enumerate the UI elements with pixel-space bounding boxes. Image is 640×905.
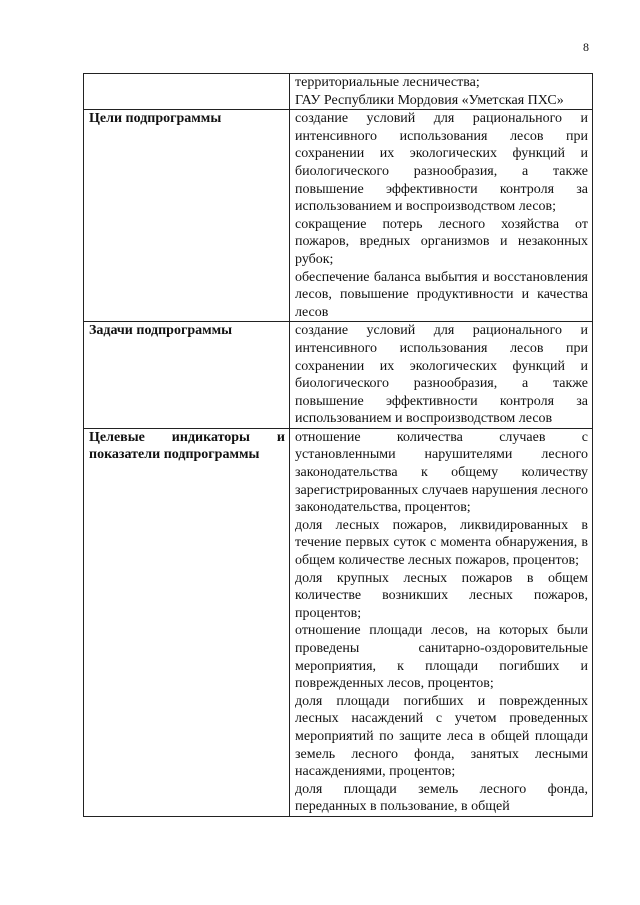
content-paragraph: доля лесных пожаров, ликвидированных в течение первых суток с момента обнаружения, в общем количестве лесных пожаров, процентов;: [295, 517, 588, 569]
content-paragraph: отношение площади лесов, на которых были проведены санитарно-оздоровительные мероприятия, к площади погибших и поврежденных лесов, процентов;: [295, 623, 588, 692]
page-number: 8: [583, 40, 589, 54]
table-row-goals: [84, 110, 593, 322]
content-paragraph: доля площади погибших и поврежденных лесных насаждений с учетом проведенных мероприятий по защите леса в общей площади земель лесного фонда, занятых лесными насаждениями, процентов;: [295, 693, 588, 780]
table-row-executors: [84, 74, 593, 110]
row-content-goals: [290, 110, 593, 322]
content-paragraph: ГАУ Республики Мордовия «Уметская ПХС»: [295, 92, 564, 108]
content-paragraph: обеспечение баланса выбытия и восстановления лесов, повышение продуктивности и качества лесов: [295, 269, 588, 320]
table-row-tasks: [84, 322, 593, 429]
row-content: [290, 74, 593, 110]
table-row-indicators: [84, 428, 593, 816]
content-paragraph: доля площади земель лесного фонда, переданных в пользование, в общей: [295, 781, 588, 815]
row-label-tasks: Задачи подпрограммы: [84, 322, 290, 429]
content-paragraph: территориальные лесничества;: [295, 75, 480, 90]
content-paragraph: создание условий для рационального и интенсивного использования лесов при сохранении их экологических функций и биологического разнообразия, а также повышение эффективности контроля за использованием и воспроизводством лесов: [295, 323, 588, 427]
row-label-goals: Цели подпрограммы: [84, 110, 290, 322]
row-content-tasks: [290, 322, 593, 429]
row-content-indicators: [290, 428, 593, 816]
row-label: [84, 74, 290, 110]
content-paragraph: сокращение потерь лесного хозяйства от пожаров, вредных организмов и незаконных рубок;: [295, 216, 588, 267]
row-label-indicators: Целевые индикаторы и показатели подпрограммы: [84, 428, 290, 816]
content-paragraph: доля крупных лесных пожаров в общем количестве возникших лесных пожаров, процентов;: [295, 570, 588, 621]
subprogram-passport-table: [83, 73, 593, 817]
content-paragraph: создание условий для рационального и интенсивного использования лесов при сохранении их экологических функций и биологического разнообразия, а также повышение эффективности контроля за использованием и воспроизводством лесов;: [295, 111, 588, 215]
content-paragraph: отношение количества случаев с установленными нарушителями лесного законодательства к общему количеству зарегистрированных случаев нарушения лесного законодательства, процентов;: [295, 429, 588, 516]
